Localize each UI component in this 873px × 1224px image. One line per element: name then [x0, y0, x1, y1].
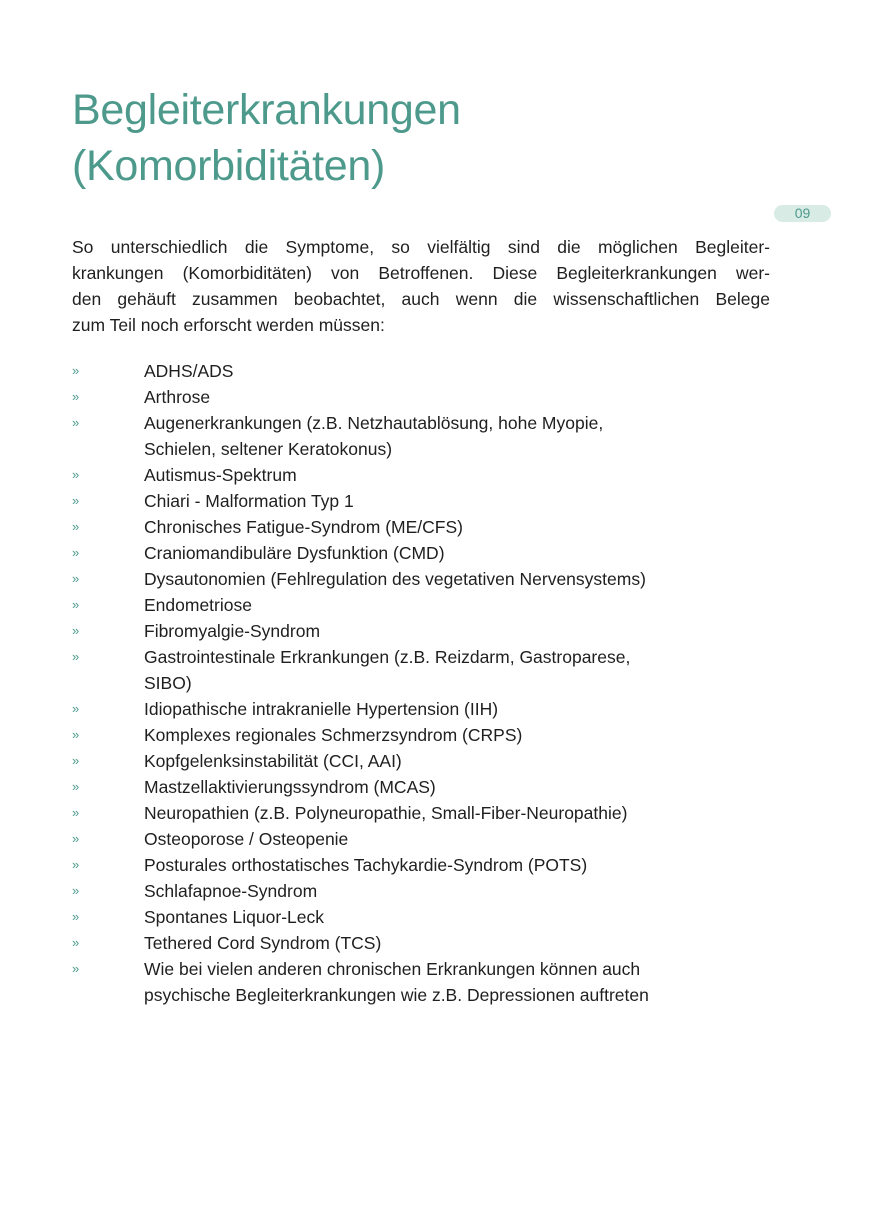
bullet-marker: »: [72, 597, 80, 612]
list-item: [72, 462, 792, 488]
list-item: [72, 748, 792, 774]
list-item-line: Chronisches Fatigue-Syndrom (ME/CFS): [144, 517, 463, 537]
list-item-text: [144, 800, 792, 826]
list-item-line: Fibromyalgie-Syndrom: [144, 621, 321, 641]
bullet-marker: »: [72, 961, 80, 976]
list-item-line: Gastrointestinale Erkrankungen (z.B. Reizdarm, Gastroparese,: [144, 647, 631, 667]
list-item-text: [144, 462, 792, 488]
list-item: [72, 956, 792, 1008]
bullet-marker: »: [72, 389, 80, 404]
list-item: [72, 878, 792, 904]
list-item-text: [144, 592, 792, 618]
bullet-marker: »: [72, 883, 80, 898]
list-item-text: [144, 514, 792, 540]
list-item-text: [144, 644, 792, 696]
list-item-line: Craniomandibuläre Dysfunktion (CMD): [144, 543, 445, 563]
bullet-marker: »: [72, 805, 80, 820]
bullet-marker: »: [72, 519, 80, 534]
list-item: [72, 488, 792, 514]
list-item: [72, 540, 792, 566]
list-item-line: Chiari - Malformation Typ 1: [144, 491, 354, 511]
list-item: [72, 930, 792, 956]
list-item: [72, 644, 792, 696]
bullet-marker: »: [72, 909, 80, 924]
page-number-badge: 09: [774, 205, 831, 222]
list-item-text: [144, 410, 792, 462]
bullet-marker: »: [72, 493, 80, 508]
list-item-line: ADHS/ADS: [144, 361, 234, 381]
list-item-text: [144, 956, 792, 1008]
list-item: [72, 384, 792, 410]
list-item: [72, 514, 792, 540]
bullet-marker: »: [72, 571, 80, 586]
list-item-line: SIBO): [144, 673, 192, 693]
intro-line: den gehäuft zusammen beobachtet, auch wenn die wissenschaftlichen Belege: [72, 289, 770, 309]
list-item: [72, 800, 792, 826]
bullet-marker: »: [72, 779, 80, 794]
list-item-text: [144, 618, 792, 644]
page-title-line-2: (Komorbiditäten): [72, 142, 386, 190]
list-item-text: [144, 852, 792, 878]
list-item-line: Osteoporose / Osteopenie: [144, 829, 349, 849]
list-item-line: Schlafapnoe-Syndrom: [144, 881, 318, 901]
bullet-marker: »: [72, 753, 80, 768]
list-item-line: psychische Begleiterkrankungen wie z.B. Depressionen auftreten: [144, 985, 649, 1005]
bullet-marker: »: [72, 701, 80, 716]
list-item-line: Tethered Cord Syndrom (TCS): [144, 933, 382, 953]
list-item-line: Arthrose: [144, 387, 211, 407]
bullet-marker: »: [72, 935, 80, 950]
comorbidity-list: [72, 358, 792, 1008]
page-title-line-1: Begleiterkrankungen: [72, 86, 461, 134]
list-item-text: [144, 826, 792, 852]
list-item-line: Dysautonomien (Fehlregulation des vegetativen Nervensystems): [144, 569, 646, 589]
bullet-marker: »: [72, 727, 80, 742]
list-item-text: [144, 384, 792, 410]
bullet-marker: »: [72, 545, 80, 560]
list-item-text: [144, 774, 792, 800]
page-title: [72, 82, 461, 194]
list-item: [72, 904, 792, 930]
list-item-line: Wie bei vielen anderen chronischen Erkrankungen können auch: [144, 959, 641, 979]
list-item: [72, 722, 792, 748]
list-item: [72, 852, 792, 878]
list-item-line: Autismus-Spektrum: [144, 465, 297, 485]
bullet-marker: »: [72, 857, 80, 872]
list-item: [72, 826, 792, 852]
intro-paragraph: [72, 234, 770, 338]
list-item-text: [144, 722, 792, 748]
list-item: [72, 358, 792, 384]
list-item: [72, 696, 792, 722]
list-item: [72, 774, 792, 800]
list-item-text: [144, 748, 792, 774]
bullet-marker: »: [72, 415, 80, 430]
list-item: [72, 566, 792, 592]
list-item: [72, 410, 792, 462]
bullet-marker: »: [72, 649, 80, 664]
list-item-line: Neuropathien (z.B. Polyneuropathie, Small-Fiber-Neuropathie): [144, 803, 628, 823]
list-item-text: [144, 930, 792, 956]
list-item-text: [144, 540, 792, 566]
list-item-text: [144, 358, 792, 384]
bullet-marker: »: [72, 467, 80, 482]
intro-line: So unterschiedlich die Symptome, so vielfältig sind die möglichen Begleiter-: [72, 237, 770, 257]
list-item: [72, 618, 792, 644]
list-item-line: Posturales orthostatisches Tachykardie-Syndrom (POTS): [144, 855, 588, 875]
list-item-text: [144, 878, 792, 904]
list-item-line: Schielen, seltener Keratokonus): [144, 439, 393, 459]
intro-line: zum Teil noch erforscht werden müssen:: [72, 315, 385, 335]
list-item-text: [144, 488, 792, 514]
list-item-line: Endometriose: [144, 595, 252, 615]
list-item-line: Augenerkrankungen (z.B. Netzhautablösung, hohe Myopie,: [144, 413, 604, 433]
list-item-text: [144, 566, 792, 592]
list-item-line: Idiopathische intrakranielle Hypertension (IIH): [144, 699, 499, 719]
bullet-marker: »: [72, 623, 80, 638]
list-item-line: Kopfgelenksinstabilität (CCI, AAI): [144, 751, 402, 771]
list-item: [72, 592, 792, 618]
list-item-line: Komplexes regionales Schmerzsyndrom (CRPS): [144, 725, 523, 745]
intro-line: krankungen (Komorbiditäten) von Betroffenen. Diese Begleiterkrankungen wer-: [72, 263, 770, 283]
list-item-line: Spontanes Liquor-Leck: [144, 907, 324, 927]
list-item-text: [144, 696, 792, 722]
bullet-marker: »: [72, 363, 80, 378]
list-item-line: Mastzellaktivierungssyndrom (MCAS): [144, 777, 436, 797]
list-item-text: [144, 904, 792, 930]
bullet-marker: »: [72, 831, 80, 846]
